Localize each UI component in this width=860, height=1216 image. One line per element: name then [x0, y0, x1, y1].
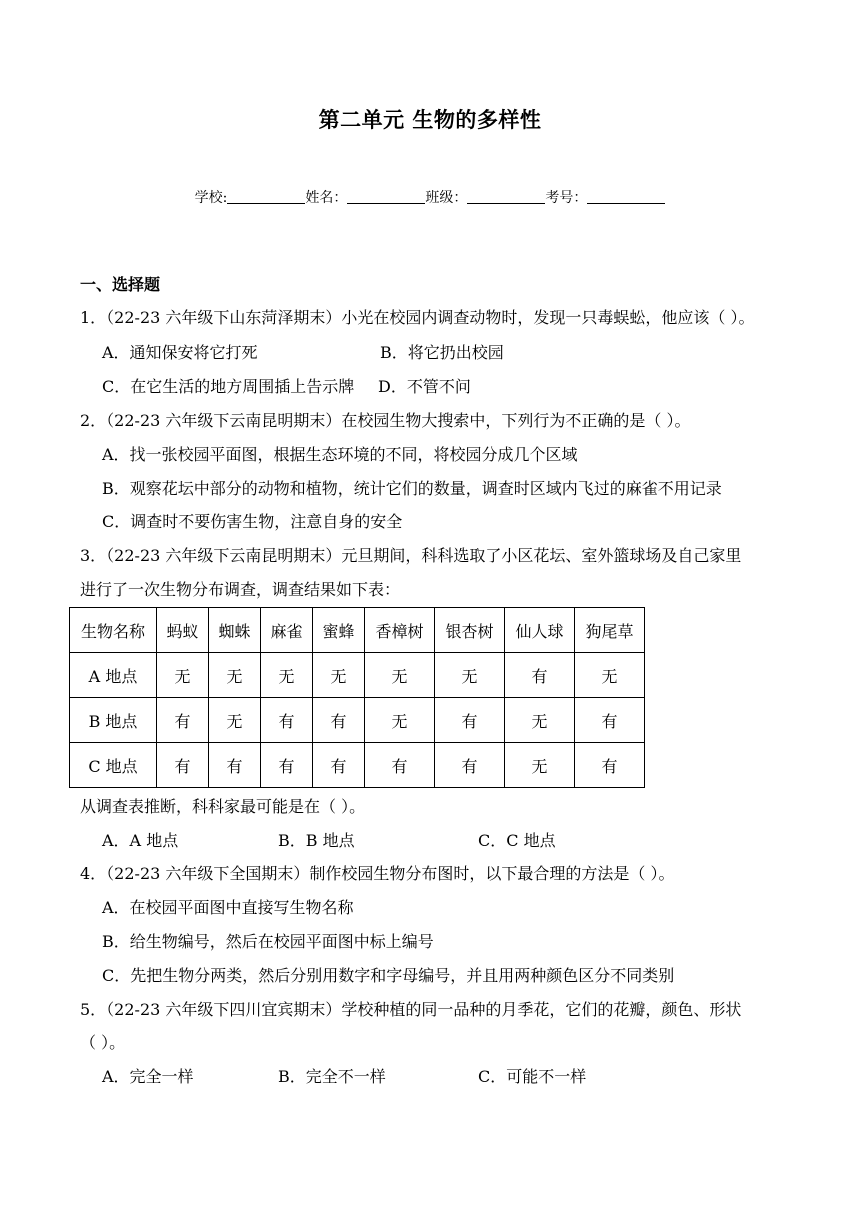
name-label: 姓名：: [305, 190, 348, 206]
q1-option-d[interactable]: D．不管不问: [378, 377, 471, 396]
table-cell: 无: [575, 653, 645, 698]
q5-option-c[interactable]: C．可能不一样: [478, 1067, 587, 1086]
school-label: 学校:: [194, 190, 228, 206]
student-info-line: [0, 187, 860, 207]
name-blank[interactable]: [347, 189, 425, 204]
table-cell: 无: [209, 653, 261, 698]
q1-option-b[interactable]: B．将它扔出校园: [380, 343, 504, 362]
table-header-cell: 银杏树: [435, 608, 505, 653]
table-cell: 无: [209, 698, 261, 743]
table-cell: 有: [157, 743, 209, 788]
q3-option-a[interactable]: A．A 地点: [102, 831, 179, 850]
question-3-stem-line1: 3．（22-23 六年级下云南昆明期末）元旦期间，科科选取了小区花坛、室外篮球场及自己家里: [80, 546, 742, 565]
table-cell: A 地点: [70, 653, 157, 698]
question-3-after-table: 从调查表推断，科科家最可能是在（ ）。: [80, 797, 366, 816]
q4-option-b[interactable]: B．给生物编号，然后在校园平面图中标上编号: [102, 932, 434, 951]
question-2-stem: 2．（22-23 六年级下云南昆明期末）在校园生物大搜索中，下列行为不正确的是（ ）。: [80, 411, 691, 430]
q1-option-c[interactable]: C．在它生活的地方周围插上告示牌: [102, 377, 355, 396]
class-blank[interactable]: [467, 189, 545, 204]
table-cell: 有: [313, 743, 365, 788]
question-1-stem: 1．（22-23 六年级下山东菏泽期末）小光在校园内调查动物时，发现一只毒蜈蚣，他应该（ ）。: [80, 308, 755, 327]
survey-table: [69, 607, 645, 788]
table-cell: 无: [365, 698, 435, 743]
table-header-cell: 蜘蛛: [209, 608, 261, 653]
table-cell: 有: [261, 698, 313, 743]
exam-number-blank[interactable]: [587, 189, 665, 204]
table-cell: 有: [209, 743, 261, 788]
question-5-stem-line2: （ ）。: [80, 1033, 126, 1052]
table-cell: 有: [313, 698, 365, 743]
table-cell: C 地点: [70, 743, 157, 788]
q5-option-b[interactable]: B．完全不一样: [278, 1067, 386, 1086]
table-cell: 无: [365, 653, 435, 698]
q5-option-a[interactable]: A．完全一样: [102, 1067, 194, 1086]
q3-option-c[interactable]: C．C 地点: [478, 831, 556, 850]
q4-option-a[interactable]: A．在校园平面图中直接写生物名称: [102, 898, 354, 917]
table-cell: 无: [505, 743, 575, 788]
class-label: 班级：: [425, 190, 468, 206]
table-cell: 无: [313, 653, 365, 698]
q1-option-a[interactable]: A．通知保安将它打死: [102, 343, 258, 362]
table-cell: 无: [261, 653, 313, 698]
table-header-cell: 蚂蚁: [157, 608, 209, 653]
table-cell: 有: [261, 743, 313, 788]
page-title: 第二单元 生物的多样性: [318, 108, 542, 132]
table-cell: 有: [505, 653, 575, 698]
table-row: [70, 698, 645, 743]
q2-option-b[interactable]: B．观察花坛中部分的动物和植物，统计它们的数量，调查时区域内飞过的麻雀不用记录: [102, 479, 722, 498]
question-4-stem: 4．（22-23 六年级下全国期末）制作校园生物分布图时，以下最合理的方法是（ ）。: [80, 864, 675, 883]
table-cell: 有: [157, 698, 209, 743]
table-header-cell: 生物名称: [70, 608, 157, 653]
q4-option-c[interactable]: C．先把生物分两类，然后分别用数字和字母编号，并且用两种颜色区分不同类别: [102, 966, 675, 985]
q3-option-b[interactable]: B．B 地点: [278, 831, 355, 850]
table-row: [70, 653, 645, 698]
table-header-cell: 狗尾草: [575, 608, 645, 653]
question-3-stem-line2: 进行了一次生物分布调查，调查结果如下表：: [80, 580, 401, 599]
table-cell: 无: [435, 653, 505, 698]
exam-number-label: 考号：: [545, 190, 588, 206]
section-heading: 一、选择题: [80, 275, 161, 294]
table-header-cell: 香樟树: [365, 608, 435, 653]
table-cell: 有: [575, 698, 645, 743]
table-cell: 有: [575, 743, 645, 788]
table-header-cell: 蜜蜂: [313, 608, 365, 653]
table-header-cell: 仙人球: [505, 608, 575, 653]
table-header-cell: 麻雀: [261, 608, 313, 653]
question-5-stem-line1: 5．（22-23 六年级下四川宜宾期末）学校种植的同一品种的月季花，它们的花瓣，颜色、形状: [80, 1000, 742, 1019]
table-cell: 有: [365, 743, 435, 788]
q2-option-a[interactable]: A．找一张校园平面图，根据生态环境的不同，将校园分成几个区域: [102, 445, 578, 464]
table-cell: 有: [435, 698, 505, 743]
table-header-row: [70, 608, 645, 653]
table-cell: 无: [505, 698, 575, 743]
table-row: [70, 743, 645, 788]
table-cell: B 地点: [70, 698, 157, 743]
school-blank[interactable]: [227, 189, 305, 204]
table-cell: 有: [435, 743, 505, 788]
table-cell: 无: [157, 653, 209, 698]
q2-option-c[interactable]: C．调查时不要伤害生物，注意自身的安全: [102, 512, 403, 531]
